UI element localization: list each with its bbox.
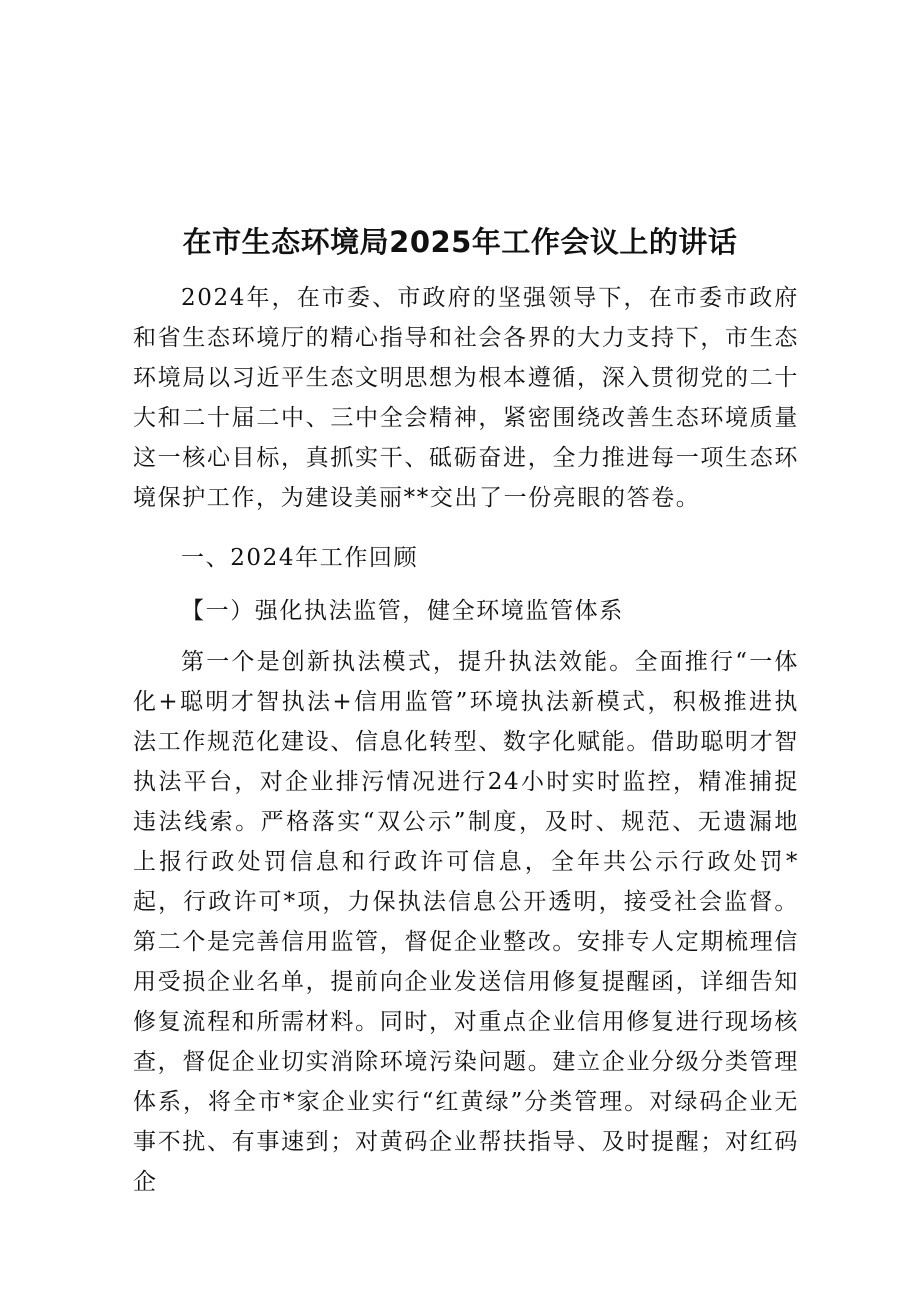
intro-paragraph: 2024年，在市委、市政府的坚强领导下，在市委市政府和省生态环境厅的精心指导和社会各界的大力支持下，市生态环境局以习近平生态文明思想为根本遵循，深入贯彻党的二十大和二十届二中、三中全会精神，紧密围绕改善生态环境质量这一核心目标，真抓实干、砥砺奋进，全力推进每一项生态环境保护工作，为建设美丽**交出了一份亮眼的答卷。 [133,285,799,511]
section-heading: 一、2024年工作回顾 [181,545,419,571]
subsection-heading: 【一）强化执法监管，健全环境监管体系 [181,598,624,624]
body-paragraph: 第一个是创新执法模式，提升执法效能。全面推行“一体化+聪明才智执法+信用监管”环境执法新模式，积极推进执法工作规范化建设、信息化转型、数字化赋能。借助聪明才智执法平台，对企业排污情况进行24小时实时监控，精准捕捉违法线索。严格落实“双公示”制度，及时、规范、无遗漏地上报行政处罚信息和行政许可信息，全年共公示行政处罚*起，行政许可*项，力保执法信息公开透明，接受社会监督。第二个是完善信用监管，督促企业整改。安排专人定期梳理信用受损企业名单，提前向企业发送信用修复提醒函，详细告知修复流程和所需材料。同时，对重点企业信用修复进行现场核查，督促企业切实消除环境污染问题。建立企业分级分类管理体系，将全市*家企业实行“红黄绿”分类管理。对绿码企业无事不扰、有事速到；对黄码企业帮扶指导、及时提醒；对红码企 [133,649,799,1195]
document-title: 在市生态环境局2025年工作会议上的讲话 [182,225,738,259]
